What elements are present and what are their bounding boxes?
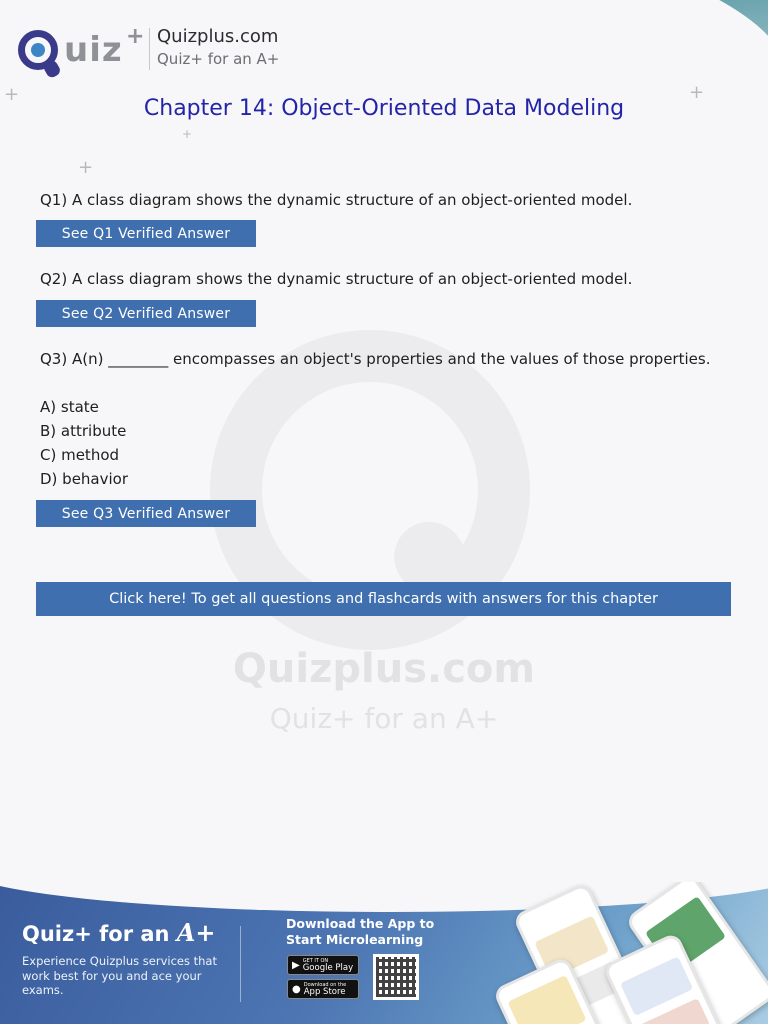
app-store-label [304, 982, 346, 997]
apple-icon: ● [292, 983, 301, 995]
logo-plus: + [126, 24, 145, 49]
quizplus-logo-dot [31, 43, 45, 57]
footer-description: Experience Quizplus services that work best for you and ace your exams. [22, 954, 217, 997]
page-title: Chapter 14: Object-Oriented Data Modeling [143, 96, 625, 121]
answer-option: B) attribute [40, 422, 127, 440]
logo-divider [149, 28, 150, 70]
see-answer-button[interactable]: See Q2 Verified Answer [36, 300, 256, 327]
app-promo-footer [0, 882, 768, 1024]
question-text: Q1) A class diagram shows the dynamic structure of an object-oriented model. [40, 191, 633, 209]
question-text: Q3) A(n) ________ encompasses an object's properties and the values of those properties. [40, 350, 711, 368]
footer-brand [22, 918, 216, 947]
see-answer-button[interactable]: See Q3 Verified Answer [36, 500, 256, 527]
plus-decoration-icon: + [182, 127, 193, 141]
app-store-small-label: Download on the [303, 981, 347, 988]
google-play-small-label: GET IT ON [302, 957, 329, 964]
google-play-button[interactable] [287, 955, 359, 975]
watermark-tagline: Quiz+ for an A+ [269, 702, 499, 735]
google-play-name: Google Play [302, 962, 354, 973]
google-play-label [303, 958, 353, 973]
site-name: Quizplus.com [157, 26, 279, 47]
all-questions-cta-button[interactable]: Click here! To get all questions and flashcards with answers for this chapter [36, 582, 731, 616]
see-answer-button[interactable]: See Q1 Verified Answer [36, 220, 256, 247]
google-play-icon: ▶ [292, 959, 300, 971]
plus-decoration-icon: + [689, 82, 705, 103]
logo-text: uiz [64, 30, 123, 70]
watermark-site-name: Quizplus.com [232, 646, 536, 692]
answer-option: C) method [40, 446, 120, 464]
download-line-1: Download the App to [286, 916, 435, 931]
plus-decoration-icon: + [78, 157, 94, 178]
footer-divider [240, 926, 241, 1002]
download-heading [286, 916, 446, 948]
answer-option: A) state [40, 398, 99, 416]
footer-brand-a: A+ [176, 918, 216, 947]
answer-option: D) behavior [40, 470, 129, 488]
download-line-2: Start Microlearning [286, 932, 424, 947]
plus-decoration-icon: + [4, 84, 20, 105]
footer-brand-text: Quiz+ for an [22, 922, 177, 946]
question-text: Q2) A class diagram shows the dynamic structure of an object-oriented model. [40, 270, 633, 288]
site-tagline: Quiz+ for an A+ [157, 50, 280, 68]
app-store-button[interactable] [287, 979, 359, 999]
qr-code[interactable] [373, 954, 419, 1000]
app-store-name: App Store [303, 986, 346, 997]
